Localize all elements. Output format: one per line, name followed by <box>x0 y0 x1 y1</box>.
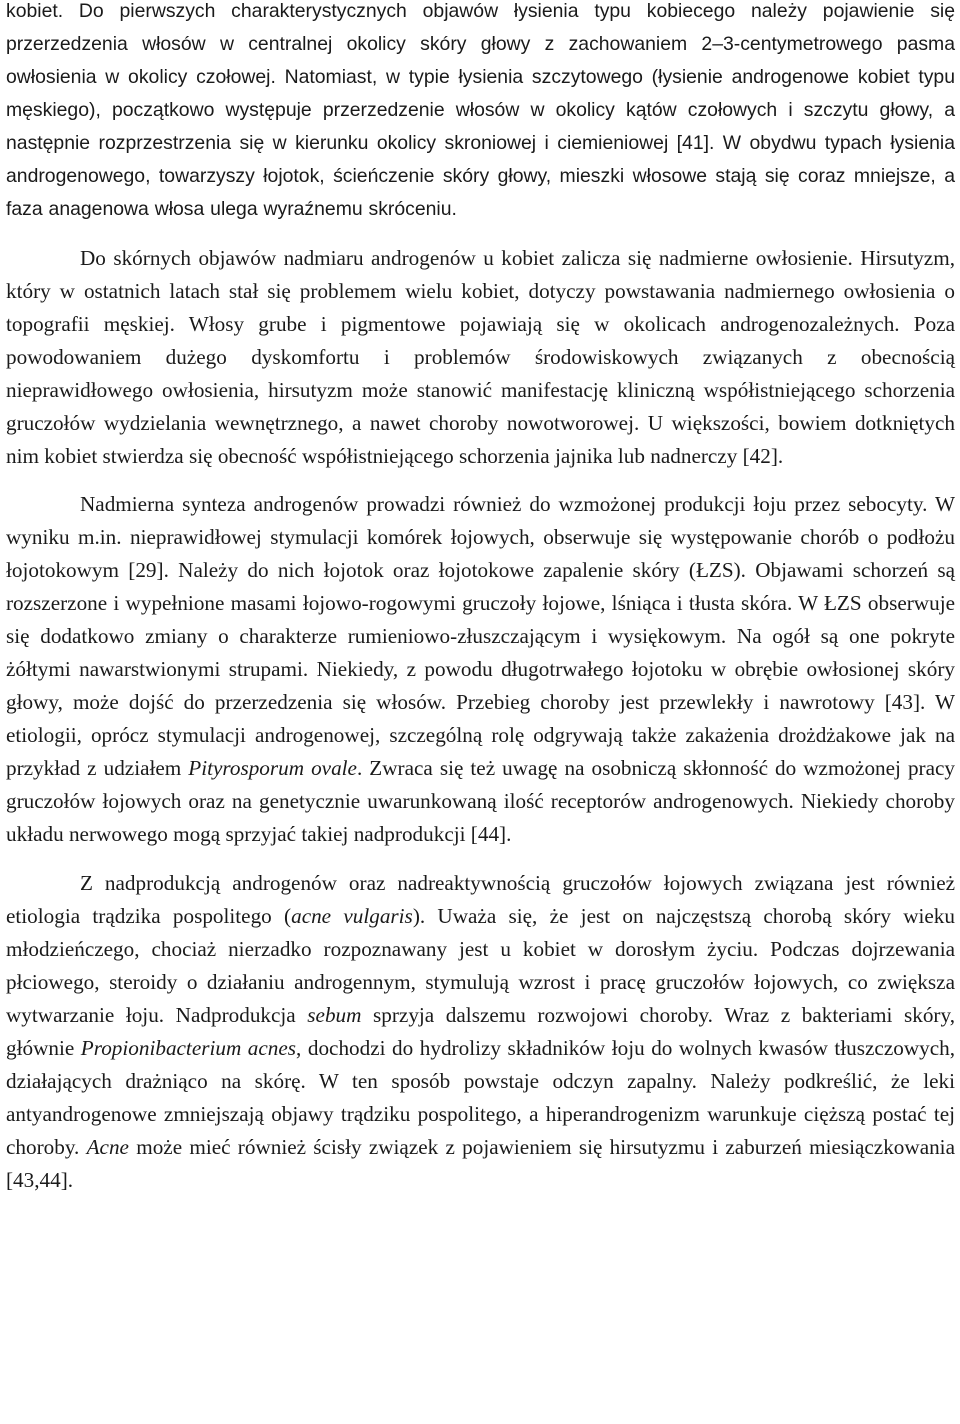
document-page <box>6 0 955 1197</box>
paragraph-text: , dochodzi do hydrolizy składników łoju do wolnych kwasów tłuszczowych, działających drażniąco na skórę. W ten sposób powstaje odczyn zapalny. Należy podkreślić, że leki antyandrogenowe zmniejszają objawy trądziku pospolitego, a hiperandrogenizm warunkuje cięższą postać tej choroby. <box>6 1036 956 1159</box>
italic-term: Acne <box>86 1135 129 1159</box>
paragraph-text: ). Uważa się, że jest on najczęstszą chorobą skóry wieku młodzieńczego, chociaż nierzadko rozpoznawany jest u kobiet w dorosłym życiu. Podczas dojrzewania płciowego, steroidy o działaniu androgennym, stymulują wzrost i pracę gruczołów łojowych, co zwiększa wytwarzanie łoju. Nadprodukcja <box>6 904 955 1027</box>
paragraph-text: sprzyja dalszemu rozwojowi choroby. Wraz z bakteriami skóry, głównie <box>6 1003 955 1060</box>
paragraph-4 <box>6 867 955 1197</box>
paragraph-3 <box>6 488 955 851</box>
paragraph-text: Z nadprodukcją androgenów oraz nadreaktywnością gruczołów łojowych związana jest również etiologia trądzika pospolitego ( <box>6 871 955 928</box>
italic-term: sebum <box>307 1003 362 1027</box>
paragraph-text: Nadmierna synteza androgenów prowadzi również do wzmożonej produkcji łoju przez sebocyty. W wyniku m.in. nieprawidłowej stymulacji komórek łojowych, obserwuje się występowanie chorób o podłożu łojotokowym [29]. Należy do nich łojotok oraz łojotokowe zapalenie skóry (ŁZS). Objawami schorzeń są rozszerzone i wypełnione masami łojowo-rogowymi gruczoły łojowe, lśniąca i tłusta skóra. W ŁZS obserwuje się dodatkowo zmiany o charakterze rumieniowo-złuszczającym i wysiękowym. Na ogół są one pokryte żółtymi nawarstwionymi strupami. Niekiedy, z powodu długotrwałego łojotoku w obrębie owłosionej skóry głowy, może dojść do przerzedzenia się włosów. Przebieg choroby jest przewlekły i nawrotowy [43]. W etiologii, oprócz stymulacji androgenowej, szczególną rolę odgrywają także zakażenia drożdżakowe jak na przykład z udziałem <box>6 492 955 780</box>
italic-term: acne vulgaris <box>291 904 413 928</box>
italic-term: Pityrosporum ovale <box>188 756 357 780</box>
paragraph-text: może mieć również ścisły związek z pojawieniem się hirsutyzmu i zaburzeń miesiączkowania [43,44]. <box>6 1135 955 1192</box>
italic-term: Propionibacterium acnes <box>80 1036 297 1060</box>
paragraph-text: Do skórnych objawów nadmiaru androgenów u kobiet zalicza się nadmierne owłosienie. Hirsutyzm, który w ostatnich latach stał się problemem wielu kobiet, dotyczy powstawania nadmiernego owłosienia o topografii męskiej. Włosy grube i pigmentowe pojawiają się w okolicach androgenozależnych. Poza powodowaniem dużego dyskomfortu i problemów środowiskowych związanych z obecnością nieprawidłowego owłosienia, hirsutyzm może stanowić manifestację kliniczną współistniejącego schorzenia gruczołów wydzielania wewnętrznego, a nawet choroby nowotworowej. U większości, bowiem dotkniętych nim kobiet stwierdza się obecność współistniejącego schorzenia jajnika lub nadnerczy [42]. <box>6 246 955 468</box>
paragraph-1 <box>6 0 955 226</box>
paragraph-text: . Zwraca się też uwagę na osobniczą skłonność do wzmożonej pracy gruczołów łojowych oraz na genetycznie uwarunkowaną ilość receptorów androgenowych. Niekiedy choroby układu nerwowego mogą sprzyjać takiej nadprodukcji [44]. <box>6 756 956 846</box>
paragraph-2 <box>6 242 955 473</box>
paragraph-text: kobiet. Do pierwszych charakterystycznych objawów łysienia typu kobiecego należy pojawienie się przerzedzenia włosów w centralnej okolicy skóry głowy z zachowaniem 2–3-centymetrowego pasma owłosienia w okolicy czołowej. Natomiast, w typie łysienia szczytowego (łysienie androgenowe kobiet typu męskiego), początkowo występuje przerzedzenie włosów w okolicy kątów czołowych i szczytu głowy, a następnie rozprzestrzenia się w kierunku okolicy skroniowej i ciemieniowej [41]. W obydwu typach łysienia androgenowego, towarzyszy łojotok, ścieńczenie skóry głowy, mieszki włosowe stają się coraz mniejsze, a faza anagenowa włosa ulega wyraźnemu skróceniu. <box>6 0 955 220</box>
